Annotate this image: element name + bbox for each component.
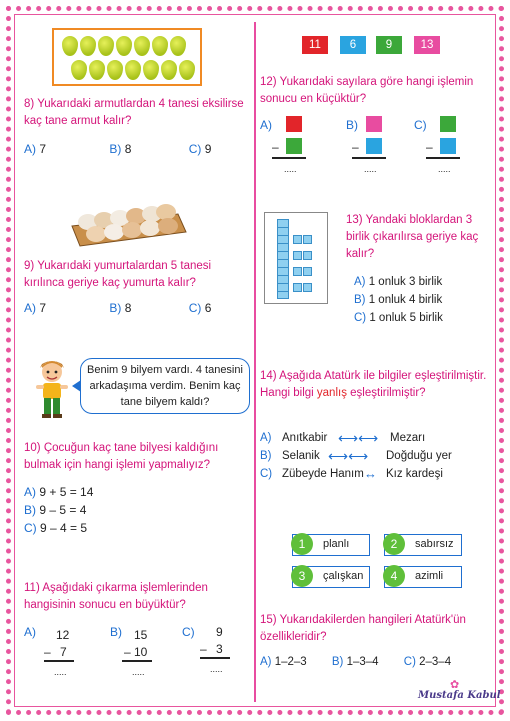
q11-c-label[interactable]: C) — [182, 625, 195, 639]
q12-b-label[interactable]: B) — [346, 118, 358, 132]
q14-c-right: Kız kardeşi — [386, 468, 443, 480]
unit-cube — [293, 251, 302, 260]
trait-label-1: planlı — [323, 538, 350, 550]
q12-b-dots: ..... — [364, 164, 377, 174]
ten-rod — [277, 219, 289, 299]
q12-a-dots: ..... — [284, 164, 297, 174]
number-box-3: 9 — [376, 36, 402, 54]
speech-text: Benim 9 bilyem vardı. 4 tanesini arkadaşıma verdim. Benim kaç tane bilyem kaldı? — [87, 364, 243, 408]
q13-a: 1 onluk 3 birlik — [368, 276, 443, 288]
q14-b-label: B) — [260, 450, 272, 462]
q9-a[interactable]: 7 — [39, 301, 47, 315]
q10-c: 9 – 4 = 5 — [40, 521, 88, 535]
trait-card-2 — [384, 534, 462, 556]
trait-label-3: çalışkan — [323, 570, 364, 582]
q11-c-bot: 3 — [216, 642, 223, 656]
q11-b-bot: 10 — [134, 645, 148, 659]
q9-c-label[interactable]: C) — [188, 301, 202, 315]
q13-c-label: C) — [354, 312, 367, 324]
q11-b-minus: – — [124, 645, 131, 659]
q10-c-row[interactable] — [24, 519, 93, 537]
q9-a-label[interactable]: A) — [24, 301, 36, 315]
question-15: 15) Yukarıdakilerden hangileri Atatürk'ün özellikleridir? — [260, 614, 466, 643]
question-8: 8) Yukarıdaki armutlardan 4 tanesi eksilirse kaç tane armut kalır? — [24, 98, 244, 127]
q13-a-label: A) — [354, 276, 366, 288]
q9-c[interactable]: 6 — [204, 301, 212, 315]
q8-c[interactable]: 9 — [204, 142, 212, 156]
question-14 — [260, 368, 490, 402]
q10-b-row[interactable] — [24, 501, 93, 519]
q13-options — [354, 273, 443, 327]
q12-c-line — [426, 157, 460, 159]
speech-bubble — [80, 358, 250, 414]
q15-a-label[interactable]: A) — [260, 656, 272, 668]
number-box-2: 6 — [340, 36, 366, 54]
trait-number-2: 2 — [383, 533, 405, 555]
q12-c-bot-square — [440, 138, 456, 154]
q10-b-label: B) — [24, 503, 36, 517]
q11-b-line — [122, 660, 152, 662]
q14-text-end: eşleştirilmiştir? — [346, 387, 426, 399]
trait-label-4: azimli — [415, 570, 444, 582]
q12-a-top-square — [286, 116, 302, 132]
trait-card-4 — [384, 566, 462, 588]
q14-a-label: A) — [260, 432, 272, 444]
unit-cube — [293, 283, 302, 292]
q12-c-minus: – — [426, 140, 433, 154]
q12-b-bot-square — [366, 138, 382, 154]
trait-number-3: 3 — [291, 565, 313, 587]
double-arrow-icon: ⟷⟷ — [328, 448, 369, 464]
q9-b-label[interactable]: B) — [109, 301, 122, 315]
q12-b-line — [352, 157, 386, 159]
unit-cube — [293, 235, 302, 244]
q15-c-label[interactable]: C) — [403, 656, 416, 668]
q8-b[interactable]: 8 — [124, 142, 132, 156]
q10-a: 9 + 5 = 14 — [39, 485, 94, 499]
q13-c-row[interactable] — [354, 309, 443, 327]
q11-a-dots: ..... — [54, 667, 67, 677]
number-box-1: 11 — [302, 36, 328, 54]
number-box-4: 13 — [414, 36, 440, 54]
q13-a-row[interactable] — [354, 273, 443, 291]
q14-b-row[interactable] — [260, 450, 490, 462]
q14-c-label: C) — [260, 468, 273, 480]
q12-b-minus: – — [352, 140, 359, 154]
q12-c-dots: ..... — [438, 164, 451, 174]
trait-number-4: 4 — [383, 565, 405, 587]
q8-a[interactable]: 7 — [39, 142, 47, 156]
question-10: 10) Çocuğun kaç tane bilyesi kaldığını bulmak için hangi işlemi yapmalıyız? — [24, 442, 219, 471]
flower-icon: ✿ — [450, 679, 460, 691]
q14-a-right: Mezarı — [390, 432, 426, 444]
q11-c-top: 9 — [216, 625, 223, 639]
q12-a-minus: – — [272, 140, 279, 154]
question-12: 12) Yukarıdaki sayılara göre hangi işlemin sonucu en küçüktür? — [260, 76, 474, 105]
q15-b[interactable]: 1–3–4 — [346, 656, 379, 668]
pears-image — [52, 28, 202, 86]
speech-tail — [72, 380, 81, 392]
trait-card-3 — [292, 566, 370, 588]
q13-c: 1 onluk 5 birlik — [369, 312, 443, 324]
q8-a-label[interactable]: A) — [24, 142, 36, 156]
q11-a-label[interactable]: A) — [24, 625, 36, 639]
double-arrow-icon: ⟷⟷ — [338, 430, 379, 446]
question-9: 9) Yukarıdaki yumurtalardan 5 tanesi kırılınca geriye kaç yumurta kalır? — [24, 260, 212, 289]
q10-b: 9 – 5 = 4 — [39, 503, 87, 517]
q12-c-label[interactable]: C) — [414, 118, 427, 132]
q11-b-dots: ..... — [132, 667, 145, 677]
q10-c-label: C) — [24, 521, 37, 535]
unit-cube — [303, 267, 312, 276]
q10-options — [24, 483, 93, 537]
q11-a-top: 12 — [56, 628, 70, 642]
trait-label-2: sabırsız — [415, 538, 454, 550]
q14-a-row[interactable] — [260, 432, 490, 444]
q8-c-label[interactable]: C) — [188, 142, 202, 156]
q14-text-start: 14) Aşağıda Atatürk ile bilgiler eşleştirilmiştir. Hangi bilgi — [260, 370, 487, 399]
q11-a-bot: 7 — [60, 645, 67, 659]
unit-cube — [303, 251, 312, 260]
q9-options — [24, 301, 249, 315]
q14-emphasis: yanlış — [316, 387, 347, 399]
q12-a-line — [272, 157, 306, 159]
q15-c[interactable]: 2–3–4 — [419, 656, 452, 668]
trait-number-1: 1 — [291, 533, 313, 555]
q14-c-left: Zübeyde Hanım — [282, 468, 364, 480]
q11-b-top: 15 — [134, 628, 148, 642]
column-divider — [254, 22, 256, 702]
q12-c-top-square — [440, 116, 456, 132]
q14-a-left: Anıtkabir — [282, 432, 328, 444]
q8-options — [24, 142, 249, 156]
q14-b-right: Doğduğu yer — [386, 450, 452, 462]
q11-a-line — [44, 660, 74, 662]
q11-a-minus: – — [44, 645, 51, 659]
q15-b-label[interactable]: B) — [331, 656, 344, 668]
q8-b-label[interactable]: B) — [109, 142, 122, 156]
q12-b-top-square — [366, 116, 382, 132]
q13-b-row[interactable] — [354, 291, 443, 309]
q12-a-label[interactable]: A) — [260, 118, 272, 132]
q11-c-dots: ..... — [210, 664, 223, 674]
q9-b[interactable]: 8 — [124, 301, 132, 315]
unit-cube — [303, 235, 312, 244]
unit-cube — [303, 283, 312, 292]
q13-b: 1 onluk 4 birlik — [368, 294, 443, 306]
double-arrow-icon: ↔ — [364, 466, 377, 481]
q13-b-label: B) — [354, 294, 366, 306]
author-signature: Mustafa Kabul — [418, 690, 501, 701]
q11-c-minus: – — [200, 642, 207, 656]
q15-a[interactable]: 1–2–3 — [274, 656, 307, 668]
q10-a-label: A) — [24, 485, 36, 499]
q11-b-label[interactable]: B) — [110, 625, 122, 639]
base-ten-blocks — [264, 212, 328, 304]
q15-options — [260, 656, 495, 668]
q14-c-row[interactable] — [260, 468, 490, 480]
boy-image — [32, 356, 72, 422]
q14-b-left: Selanik — [282, 450, 320, 462]
egg-tray-image — [66, 192, 190, 252]
question-11: 11) Aşağıdaki çıkarma işlemlerinden hangisinin sonucu en büyüktür? — [24, 582, 208, 611]
trait-card-1 — [292, 534, 370, 556]
q10-a-row[interactable] — [24, 483, 93, 501]
q12-a-bot-square — [286, 138, 302, 154]
q11-c-line — [200, 657, 230, 659]
unit-cube — [293, 267, 302, 276]
question-13: 13) Yandaki bloklardan 3 birlik çıkarılırsa geriye kaç kalır? — [346, 214, 479, 260]
